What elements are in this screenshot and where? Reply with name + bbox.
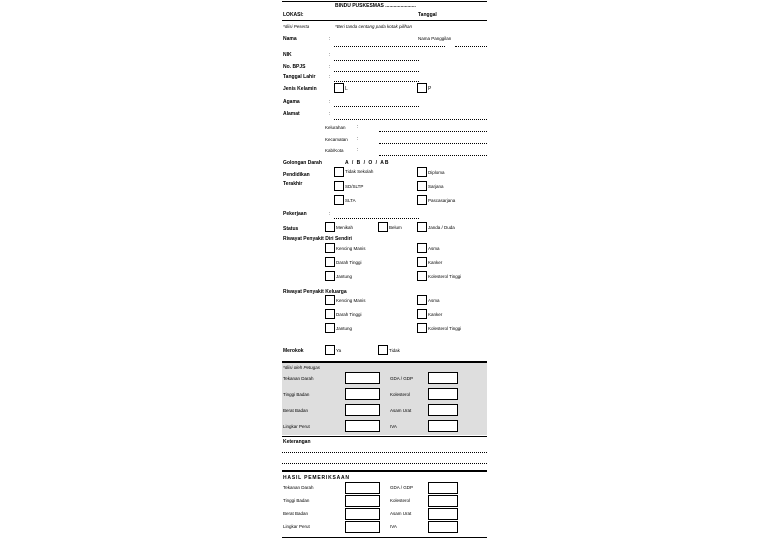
- pendidikan-option: SLTA: [345, 198, 356, 203]
- pendidikan-label: Pendidikan: [283, 172, 310, 178]
- riwayat-keluarga-option: Jantung: [336, 326, 353, 331]
- riwayat-keluarga-checkbox[interactable]: [417, 323, 427, 333]
- riwayat-keluarga-label: Riwayat Penyakit Keluarga: [283, 289, 347, 295]
- riwayat-sendiri-option: Jantung: [336, 274, 353, 279]
- hasil-asam-urat-input[interactable]: [428, 508, 458, 520]
- riwayat-keluarga-option: Kolesterol Tinggi: [428, 326, 462, 331]
- pendidikan-option: Tidak Sekolah: [345, 169, 374, 174]
- kabkota-field[interactable]: [379, 155, 487, 156]
- hasil-label-kolesterol: Kolesterol: [390, 498, 411, 503]
- kabkota-label: Kab/Kota: [325, 148, 344, 153]
- riwayat-keluarga-option: Darah Tinggi: [336, 312, 362, 317]
- lokasi-label: LOKASI:: [283, 12, 304, 18]
- pendidikan-option: Sarjana: [428, 184, 444, 189]
- riwayat-sendiri-checkbox[interactable]: [325, 271, 335, 281]
- agama-label: Agama: [283, 99, 300, 105]
- riwayat-keluarga-checkbox[interactable]: [325, 309, 335, 319]
- colon: :: [357, 136, 359, 142]
- hasil-title: HASIL PEMERIKSAAN: [283, 475, 350, 481]
- hasil-label-lingkar-perut: Lingkar Perut: [283, 524, 310, 529]
- form-title: BINDU PUSKESMAS ......................: [335, 3, 416, 9]
- colon: :: [329, 111, 331, 117]
- merokok-option-tidak: Tidak: [389, 348, 400, 353]
- tgl-lahir-label: Tanggal Lahir: [283, 74, 316, 80]
- merokok-checkbox-ya[interactable]: [325, 345, 335, 355]
- riwayat-sendiri-option: Asma: [428, 246, 440, 251]
- hasil-tekanan-darah-input[interactable]: [345, 482, 380, 494]
- petugas-berat-badan-input[interactable]: [345, 404, 380, 416]
- pendidikan-checkbox-diploma[interactable]: [417, 167, 427, 177]
- pekerjaan-label: Pekerjaan: [283, 211, 307, 217]
- keterangan-line-1[interactable]: [282, 452, 487, 453]
- tgl-lahir-field[interactable]: [334, 81, 419, 82]
- jk-label: Jenis Kelamin: [283, 86, 317, 92]
- top-rule: [282, 1, 487, 2]
- status-option: Menikah: [336, 225, 354, 230]
- riwayat-keluarga-option: Kanker: [428, 312, 443, 317]
- petugas-note: *diisi oleh Petugas: [283, 365, 321, 370]
- status-label: Status: [283, 226, 299, 232]
- petugas-asam-urat-input[interactable]: [428, 404, 458, 416]
- hasil-label-iva: IVA: [390, 524, 397, 529]
- pendidikan-checkbox-pascasarjana[interactable]: [417, 195, 427, 205]
- keterangan-label: Keterangan: [283, 439, 311, 445]
- riwayat-keluarga-checkbox[interactable]: [325, 323, 335, 333]
- riwayat-sendiri-checkbox[interactable]: [417, 243, 427, 253]
- tanggal-label: Tanggal: [418, 12, 437, 18]
- hasil-label-tekanan-darah: Tekanan Darah: [283, 485, 314, 490]
- petugas-kolesterol-input[interactable]: [428, 388, 458, 400]
- riwayat-keluarga-checkbox[interactable]: [417, 295, 427, 305]
- hasil-tinggi-badan-input[interactable]: [345, 495, 380, 507]
- merokok-label: Merokok: [283, 348, 304, 354]
- bpjs-field[interactable]: [334, 71, 419, 72]
- kecamatan-field[interactable]: [379, 143, 487, 144]
- pendidikan-checkbox-sd-sltp[interactable]: [334, 181, 344, 191]
- petugas-label-lingkar-perut: Lingkar Perut: [283, 424, 310, 429]
- colon: :: [329, 99, 331, 105]
- pendidikan-checkbox-sarjana[interactable]: [417, 181, 427, 191]
- colon: :: [329, 64, 331, 70]
- nama-label: Nama: [283, 36, 297, 42]
- keterangan-rule: [282, 436, 487, 437]
- hasil-berat-badan-input[interactable]: [345, 508, 380, 520]
- riwayat-sendiri-checkbox[interactable]: [417, 257, 427, 267]
- riwayat-sendiri-checkbox[interactable]: [417, 271, 427, 281]
- riwayat-keluarga-option: Kencing Manis: [336, 298, 366, 303]
- status-checkbox-menikah[interactable]: [325, 222, 335, 232]
- petugas-label-asam-urat: Asam Urat: [390, 408, 412, 413]
- hasil-label-gda-gdp: GDA / GDP: [390, 485, 414, 490]
- hasil-iva-input[interactable]: [428, 521, 458, 533]
- bottom-rule: [282, 537, 487, 538]
- colon: :: [357, 124, 359, 130]
- petugas-label-kolesterol: Kolesterol: [390, 392, 411, 397]
- petugas-label-tinggi-badan: Tinggi Badan: [283, 392, 310, 397]
- colon: :: [329, 52, 331, 58]
- hasil-label-tinggi-badan: Tinggi Badan: [283, 498, 310, 503]
- colon: :: [357, 147, 359, 153]
- pendidikan-label-2: Terakhir: [283, 181, 303, 187]
- bpjs-label: No. BPJS: [283, 64, 306, 70]
- nik-label: NIK: [283, 52, 292, 58]
- nik-field[interactable]: [334, 60, 419, 61]
- nama-panggilan-field[interactable]: [455, 46, 487, 47]
- kelurahan-label: Kelurahan: [325, 125, 346, 130]
- pekerjaan-field[interactable]: [334, 218, 419, 219]
- merokok-checkbox-tidak[interactable]: [378, 345, 388, 355]
- riwayat-keluarga-checkbox[interactable]: [417, 309, 427, 319]
- hasil-label-asam-urat: Asam Urat: [390, 511, 412, 516]
- jk-checkbox-p[interactable]: [417, 83, 427, 93]
- pendidikan-option: Diploma: [428, 170, 445, 175]
- petugas-label-tekanan-darah: Tekanan Darah: [283, 376, 314, 381]
- pendidikan-checkbox-tidak-sekolah[interactable]: [334, 167, 344, 177]
- instruction-note: *Beri tanda centang pada kotak pilihan: [335, 24, 413, 29]
- kelurahan-field[interactable]: [379, 131, 487, 132]
- riwayat-sendiri-option: Kolesterol Tinggi: [428, 274, 462, 279]
- nama-panggilan-label: Nama Panggilan: [418, 36, 452, 41]
- status-checkbox-janda-duda[interactable]: [417, 222, 427, 232]
- pendidikan-option: Pascasarjana: [428, 198, 456, 203]
- status-option: Janda / Duda: [428, 225, 455, 230]
- agama-field[interactable]: [334, 106, 419, 107]
- petugas-tekanan-darah-input[interactable]: [345, 372, 380, 384]
- alamat-label: Alamat: [283, 111, 300, 117]
- riwayat-sendiri-checkbox[interactable]: [325, 243, 335, 253]
- peserta-note: *diisi Peserta: [283, 24, 310, 29]
- goldar-label: Golongan Darah: [283, 160, 322, 166]
- riwayat-sendiri-option: Kencing Manis: [336, 246, 366, 251]
- petugas-tinggi-badan-input[interactable]: [345, 388, 380, 400]
- riwayat-keluarga-option: Asma: [428, 298, 440, 303]
- colon: :: [329, 211, 331, 217]
- pendidikan-option: SD/SLTP: [345, 184, 364, 189]
- colon: :: [329, 74, 331, 80]
- jk-option-l: L: [345, 86, 348, 92]
- riwayat-sendiri-checkbox[interactable]: [325, 257, 335, 267]
- hasil-lingkar-perut-input[interactable]: [345, 521, 380, 533]
- riwayat-sendiri-option: Kanker: [428, 260, 443, 265]
- petugas-label-iva: IVA: [390, 424, 397, 429]
- petugas-label-berat-badan: Berat Badan: [283, 408, 309, 413]
- kecamatan-label: Kecamatan: [325, 137, 348, 142]
- status-checkbox-belum[interactable]: [378, 222, 388, 232]
- header-rule: [282, 20, 487, 21]
- jk-option-p: P: [428, 86, 432, 92]
- petugas-gda-gdp-input[interactable]: [428, 372, 458, 384]
- keterangan-line-2[interactable]: [282, 463, 487, 464]
- nama-field[interactable]: [334, 46, 445, 47]
- hasil-label-berat-badan: Berat Badan: [283, 511, 309, 516]
- riwayat-keluarga-checkbox[interactable]: [325, 295, 335, 305]
- status-option: Belum: [389, 225, 402, 230]
- colon: :: [329, 36, 331, 42]
- petugas-label-gda-gdp: GDA / GDP: [390, 376, 414, 381]
- hasil-rule: [282, 470, 487, 472]
- riwayat-sendiri-option: Darah Tinggi: [336, 260, 362, 265]
- petugas-lingkar-perut-input[interactable]: [345, 420, 380, 432]
- alamat-field[interactable]: [334, 119, 487, 120]
- goldar-options[interactable]: A / B / O / AB: [345, 160, 390, 166]
- merokok-option-ya: Ya: [336, 348, 342, 353]
- petugas-iva-input[interactable]: [428, 420, 458, 432]
- hasil-kolesterol-input[interactable]: [428, 495, 458, 507]
- hasil-gda-gdp-input[interactable]: [428, 482, 458, 494]
- riwayat-sendiri-label: Riwayat Penyakit Diri Sendiri: [283, 236, 352, 242]
- pendidikan-checkbox-slta[interactable]: [334, 195, 344, 205]
- jk-checkbox-l[interactable]: [334, 83, 344, 93]
